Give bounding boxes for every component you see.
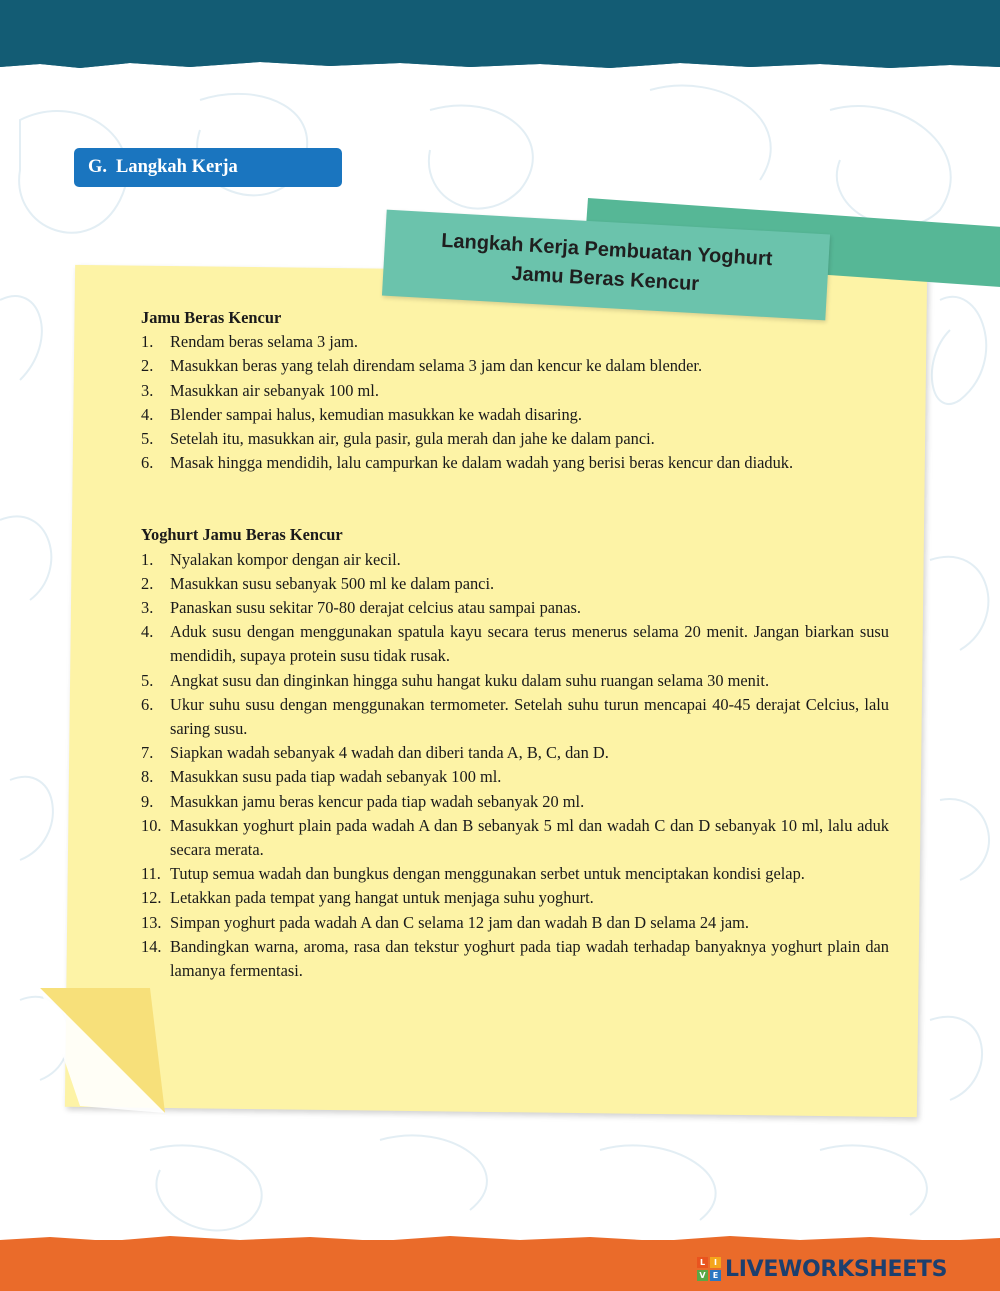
bottom-torn-edge: [0, 1226, 1000, 1251]
list-item: [141, 669, 889, 693]
step-number: 2.: [141, 356, 154, 376]
step-number: 13.: [141, 912, 162, 932]
list-item: [141, 741, 889, 765]
step-text: Masukkan yoghurt plain pada wadah A dan B sebanyak 5 ml dan wadah C dan D sebanyak 10 ml, lalu aduk secara merata.: [170, 815, 889, 860]
step-number: 4.: [141, 622, 154, 642]
section-letter: G.: [88, 157, 108, 177]
liveworksheets-logo[interactable]: [697, 1256, 947, 1282]
yoghurt-heading: Yoghurt Jamu Beras Kencur: [141, 525, 343, 545]
list-item: [141, 330, 889, 354]
jamu-steps-list: [141, 330, 889, 475]
note-page-curl: [40, 988, 165, 1113]
step-text: Siapkan wadah sebanyak 4 wadah dan diberi tanda A, B, C, dan D.: [170, 743, 609, 763]
step-number: 8.: [141, 767, 154, 787]
list-item: [141, 451, 889, 475]
step-text: Masukkan beras yang telah direndam selama 3 jam dan kencur ke dalam blender.: [170, 356, 703, 376]
list-item: [141, 886, 889, 910]
step-text: Nyalakan kompor dengan air kecil.: [170, 549, 401, 569]
step-number: 4.: [141, 404, 154, 424]
list-item: [141, 620, 889, 668]
step-text: Masukkan jamu beras kencur pada tiap wadah sebanyak 20 ml.: [170, 791, 585, 811]
list-item: [141, 354, 889, 378]
step-number: 3.: [141, 380, 154, 400]
banner-line-2: Jamu Beras Kencur: [510, 262, 700, 296]
yoghurt-steps-list: [141, 548, 889, 984]
step-text: Aduk susu dengan menggunakan spatula kayu secara terus menerus selama 20 menit. Jangan biarkan susu mendidih, supaya protein susu tidak rusak.: [170, 622, 889, 666]
procedure-content: [141, 306, 889, 983]
logo-letter-e: E: [710, 1270, 721, 1281]
step-number: 11.: [141, 864, 161, 884]
step-number: 10.: [141, 815, 162, 835]
step-text: Tutup semua wadah dan bungkus dengan menggunakan serbet untuk menciptakan kondisi gelap.: [170, 864, 805, 884]
list-item: [141, 693, 889, 741]
step-text: Simpan yoghurt pada wadah A dan C selama 12 jam dan wadah B dan D selama 24 jam.: [170, 912, 750, 932]
step-number: 14.: [141, 936, 162, 956]
list-item: [141, 814, 889, 862]
list-item: [141, 596, 889, 620]
step-number: 3.: [141, 598, 154, 618]
step-number: 5.: [141, 670, 154, 690]
step-text: Masukkan susu sebanyak 500 ml ke dalam panci.: [170, 573, 495, 593]
step-text: Bandingkan warna, aroma, rasa dan tekstur yoghurt pada tiap wadah terhadap banyaknya yoghurt plain dan lamanya fermentasi.: [170, 936, 889, 981]
step-number: 1.: [141, 332, 154, 352]
step-text: Ukur suhu susu dengan menggunakan termometer. Setelah suhu turun mencapai 40-45 derajat Celcius, lalu saring susu.: [170, 694, 889, 739]
list-item: [141, 379, 889, 403]
step-number: 1.: [141, 549, 154, 569]
step-number: 12.: [141, 888, 162, 908]
step-text: Blender sampai halus, kemudian masukkan ke wadah disaring.: [170, 404, 582, 424]
step-text: Angkat susu dan dinginkan hingga suhu hangat kuku dalam suhu ruangan selama 30 menit.: [170, 670, 770, 690]
step-number: 5.: [141, 429, 154, 449]
list-item: [141, 548, 889, 572]
list-item: [141, 427, 889, 451]
step-text: Masukkan air sebanyak 100 ml.: [170, 380, 379, 400]
list-item: [141, 911, 889, 935]
step-number: 9.: [141, 791, 154, 811]
logo-letter-v: V: [697, 1270, 708, 1281]
step-text: Letakkan pada tempat yang hangat untuk menjaga suhu yoghurt.: [170, 888, 594, 908]
logo-letter-l: L: [697, 1257, 708, 1268]
logo-letter-i: I: [710, 1257, 721, 1268]
section-heading-tab: [74, 148, 342, 187]
step-number: 6.: [141, 453, 154, 473]
liveworksheets-logo-icon: [697, 1257, 721, 1281]
list-item: [141, 572, 889, 596]
step-text: Rendam beras selama 3 jam.: [170, 332, 358, 352]
step-text: Masak hingga mendidih, lalu campurkan ke dalam wadah yang berisi beras kencur dan diaduk.: [170, 453, 794, 473]
list-item: [141, 790, 889, 814]
banner-line-1: Langkah Kerja Pembuatan Yoghurt: [440, 229, 773, 271]
brand-name: LIVEWORKSHEETS: [725, 1256, 948, 1282]
top-torn-edge: [0, 55, 1000, 80]
step-text: Panaskan susu sekitar 70-80 derajat celcius atau sampai panas.: [170, 598, 581, 618]
step-number: 6.: [141, 694, 154, 714]
jamu-heading: Jamu Beras Kencur: [141, 308, 282, 327]
list-item: [141, 765, 889, 789]
step-text: Masukkan susu pada tiap wadah sebanyak 100 ml.: [170, 767, 502, 787]
step-text: Setelah itu, masukkan air, gula pasir, gula merah dan jahe ke dalam panci.: [170, 429, 655, 449]
list-item: [141, 403, 889, 427]
list-item: [141, 935, 889, 983]
list-item: [141, 862, 889, 886]
section-title: Langkah Kerja: [116, 157, 238, 177]
step-number: 7.: [141, 743, 154, 763]
step-number: 2.: [141, 573, 154, 593]
